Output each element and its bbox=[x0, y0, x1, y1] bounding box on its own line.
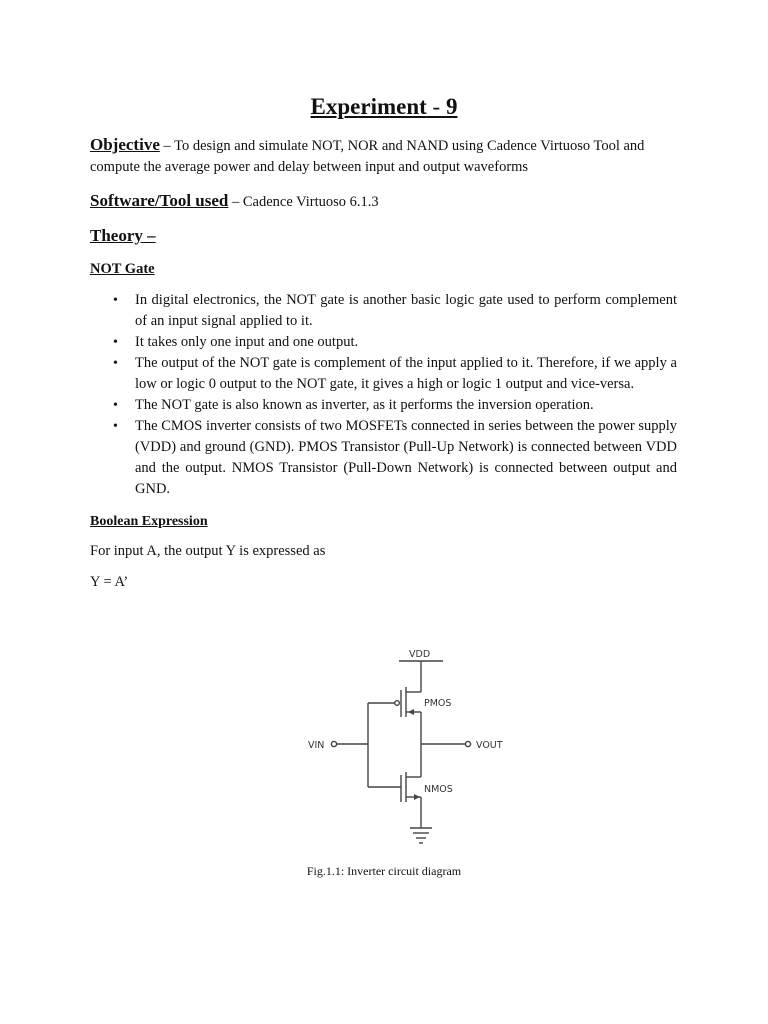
pmos-label: PMOS bbox=[424, 698, 452, 709]
list-item: • The output of the NOT gate is complement of the input applied to it. Therefore, if we apply a low or logic 0 output to the NOT gate, it gives a high or logic 1 output and vice-versa. bbox=[135, 353, 677, 395]
inverter-circuit-diagram bbox=[296, 640, 511, 850]
software-section bbox=[90, 190, 680, 213]
boolean-expression-heading: Boolean Expression bbox=[90, 514, 208, 529]
title-separator: - bbox=[426, 94, 446, 119]
software-text: Cadence Virtuoso 6.1.3 bbox=[242, 194, 379, 210]
boolean-expression-section bbox=[90, 511, 680, 532]
software-dash: – bbox=[228, 194, 243, 210]
page-title bbox=[0, 92, 768, 122]
objective-text: To design and simulate NOT, NOR and NAND using Cadence Virtuoso Tool and compute the average power and delay between input and output waveforms bbox=[90, 138, 645, 175]
list-item: • The NOT gate is also known as inverter, as it performs the inversion operation. bbox=[135, 395, 677, 416]
nmos-label: NMOS bbox=[424, 784, 453, 795]
vdd-label: VDD bbox=[409, 649, 431, 660]
list-item: • In digital electronics, the NOT gate is another basic logic gate used to perform complement of an input signal applied to it. bbox=[135, 290, 677, 332]
vin-label: VIN bbox=[308, 740, 325, 751]
nmos-arrow-icon bbox=[414, 794, 420, 800]
pmos-arrow-icon bbox=[408, 709, 414, 715]
not-gate-heading: NOT Gate bbox=[90, 261, 155, 277]
title-text: Experiment bbox=[310, 94, 427, 119]
boolean-expression-text: For input A, the output Y is expressed as bbox=[90, 543, 326, 559]
objective-label: Objective bbox=[90, 135, 160, 154]
objective-dash: – bbox=[159, 138, 175, 154]
boolean-expression-formula: Y = A’ bbox=[90, 574, 129, 590]
not-gate-bullet-list bbox=[90, 290, 677, 500]
software-label: Software/Tool used bbox=[90, 191, 229, 210]
vin-terminal bbox=[331, 741, 336, 746]
theory-section bbox=[90, 225, 680, 248]
list-item: • It takes only one input and one output. bbox=[135, 332, 677, 353]
inverter-circuit-svg bbox=[296, 640, 511, 850]
list-item: • The CMOS inverter consists of two MOSFETs connected in series between the power supply (VDD) and ground (GND). PMOS Transistor (Pull-Up Network) is connected between VDD and the output. NMOS Transistor (Pull-Down Network) is connected between output and GND. bbox=[135, 416, 677, 500]
title-number: 9 bbox=[445, 94, 458, 119]
theory-heading: Theory – bbox=[90, 226, 156, 245]
objective-section bbox=[90, 134, 680, 178]
vout-terminal bbox=[465, 741, 470, 746]
pmos-gate-bubble bbox=[395, 701, 400, 706]
vout-label: VOUT bbox=[476, 740, 503, 751]
not-gate-section bbox=[90, 259, 680, 280]
figure-caption: Fig.1.1: Inverter circuit diagram bbox=[306, 864, 462, 878]
